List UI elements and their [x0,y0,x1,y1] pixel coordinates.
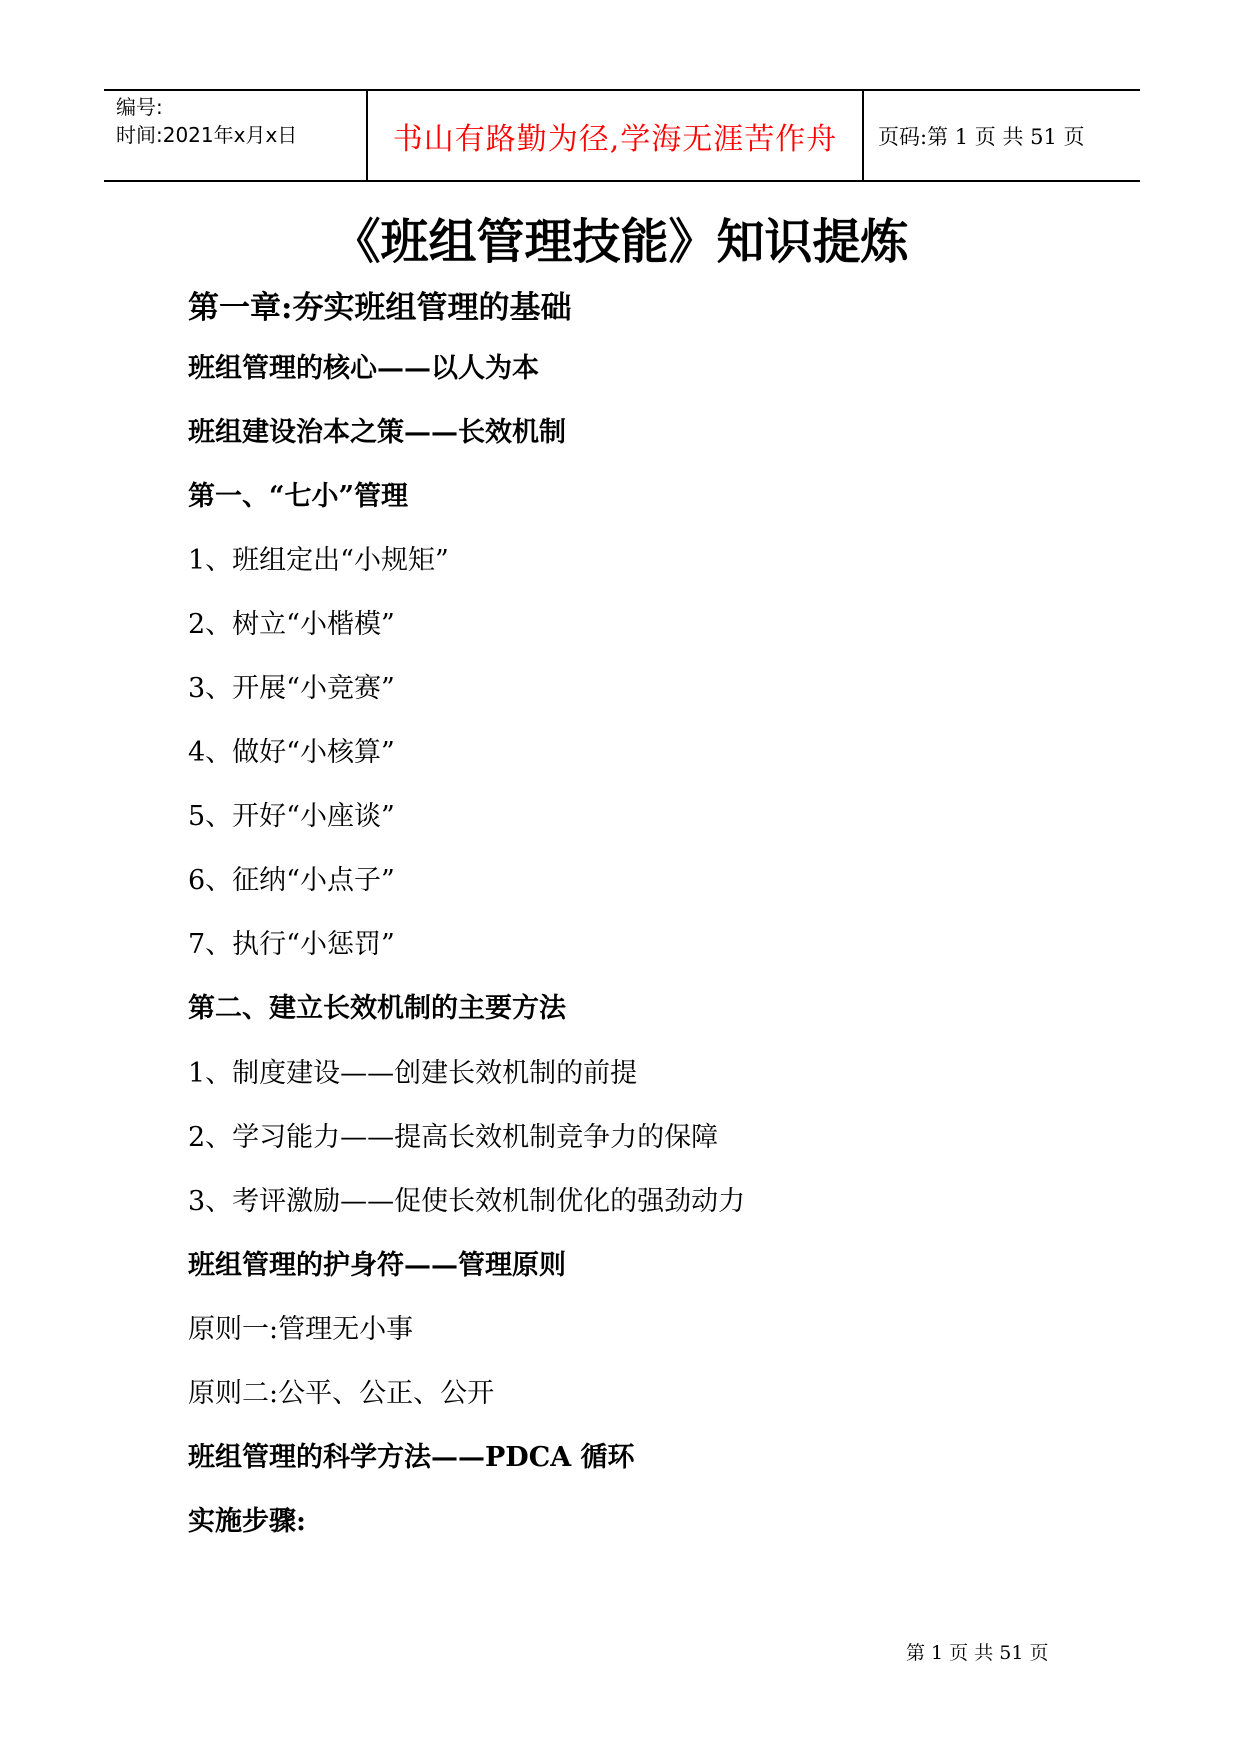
list-item: 6、征纳“小点子” [188,865,395,896]
list-item: 4、做好“小核算” [188,737,395,768]
document-date-label: 时间:2021年x月x日 [116,123,298,147]
section-heading: 班组管理的核心——以人为本 [188,353,539,384]
chapter-heading: 第一章:夯实班组管理的基础 [188,290,572,326]
list-item: 1、班组定出“小规矩” [188,545,449,576]
page-footer: 第 1 页 共 51 页 [906,1642,1049,1664]
header-meta-cell [104,91,368,180]
list-item: 2、学习能力——提高长效机制竞争力的保障 [188,1122,719,1153]
document-title: 《班组管理技能》知识提炼 [332,214,909,270]
subsection-heading: 第一、“七小”管理 [188,481,409,512]
header-motto-cell [368,91,864,180]
header-page-info: 页码:第 1 页 共 51 页 [878,124,1085,149]
list-item: 3、开展“小竞赛” [188,673,395,704]
principle-item: 原则一:管理无小事 [188,1314,414,1345]
list-item: 2、树立“小楷模” [188,609,395,640]
list-item: 3、考评激励——促使长效机制优化的强劲动力 [188,1186,746,1217]
subsection-heading: 实施步骤: [188,1506,306,1537]
subsection-heading: 第二、建立长效机制的主要方法 [188,993,566,1024]
list-item: 7、执行“小惩罚” [188,929,395,960]
section-heading: 班组管理的护身符——管理原则 [188,1250,566,1281]
principle-item: 原则二:公平、公正、公开 [188,1378,495,1409]
section-heading: 班组建设治本之策——长效机制 [188,417,566,448]
document-header-table [104,89,1140,182]
list-item: 5、开好“小座谈” [188,801,395,832]
header-motto: 书山有路勤为径,学海无涯苦作舟 [392,121,838,157]
document-number-label: 编号: [116,95,163,119]
header-page-cell [864,91,1140,180]
section-heading: 班组管理的科学方法——PDCA 循环 [188,1442,635,1473]
list-item: 1、制度建设——创建长效机制的前提 [188,1058,638,1089]
